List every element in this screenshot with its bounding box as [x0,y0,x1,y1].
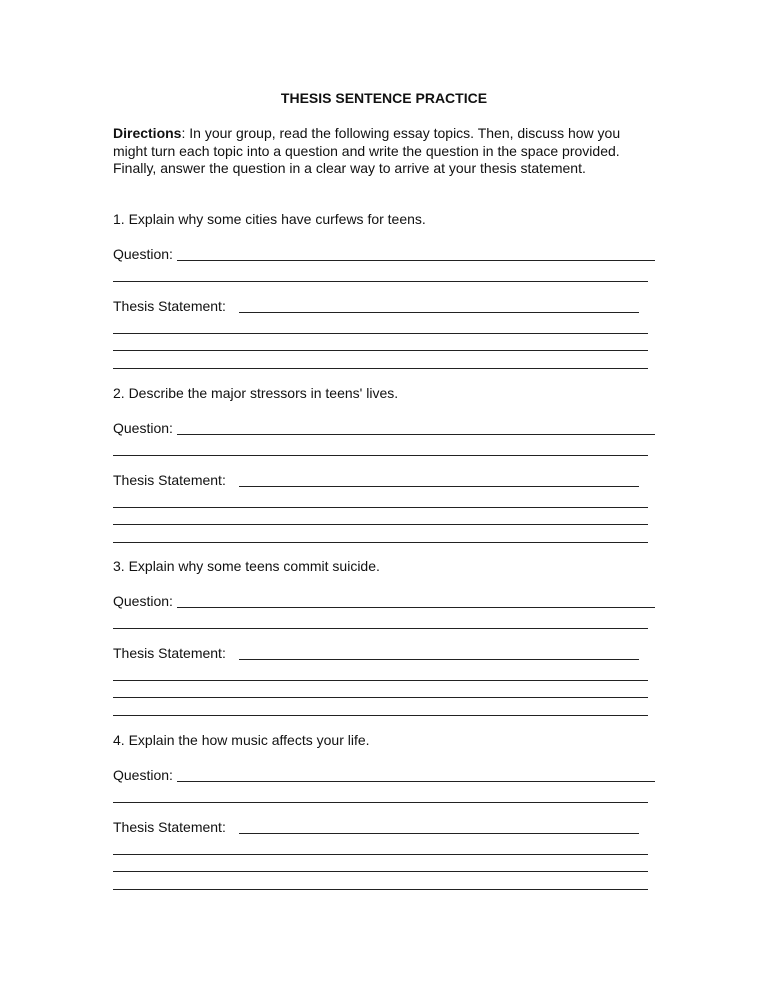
thesis-answer-line[interactable] [113,524,648,525]
thesis-answer-line[interactable] [113,715,648,716]
thesis-answer-line[interactable] [113,889,648,890]
thesis-answer-line[interactable] [113,333,648,334]
question-answer-line[interactable] [177,260,655,261]
question-answer-line[interactable] [113,281,648,282]
directions-paragraph [113,125,643,178]
question-answer-line[interactable] [177,781,655,782]
question-label: Question: [113,420,173,436]
thesis-label: Thesis Statement: [113,298,226,314]
directions-text: : In your group, read the following essay topics. Then, discuss how you might turn each topic into a question and write the question in the space provided. Finally, answer the question in a clear way to arrive at your thesis statement. [113,125,621,176]
thesis-answer-line[interactable] [113,680,648,681]
thesis-answer-line[interactable] [113,871,648,872]
thesis-answer-line[interactable] [239,659,639,660]
thesis-answer-line[interactable] [239,312,639,313]
question-answer-line[interactable] [177,607,655,608]
thesis-answer-line[interactable] [113,350,648,351]
directions-label: Directions [113,125,182,141]
question-answer-line[interactable] [113,802,648,803]
thesis-answer-line[interactable] [113,854,648,855]
topic-prompt: 3. Explain why some teens commit suicide. [113,558,380,574]
question-answer-line[interactable] [113,455,648,456]
question-label: Question: [113,246,173,262]
topic-prompt: 4. Explain the how music affects your life. [113,732,370,748]
thesis-label: Thesis Statement: [113,645,226,661]
thesis-answer-line[interactable] [113,697,648,698]
thesis-label: Thesis Statement: [113,472,226,488]
topic-prompt: 2. Describe the major stressors in teens' lives. [113,385,399,401]
thesis-label: Thesis Statement: [113,819,226,835]
thesis-answer-line[interactable] [239,833,639,834]
question-answer-line[interactable] [177,434,655,435]
question-label: Question: [113,767,173,783]
question-answer-line[interactable] [113,628,648,629]
thesis-answer-line[interactable] [113,542,648,543]
page-title: THESIS SENTENCE PRACTICE [280,90,488,106]
thesis-answer-line[interactable] [239,486,639,487]
thesis-answer-line[interactable] [113,368,648,369]
thesis-answer-line[interactable] [113,507,648,508]
topic-prompt: 1. Explain why some cities have curfews for teens. [113,211,426,227]
question-label: Question: [113,593,173,609]
